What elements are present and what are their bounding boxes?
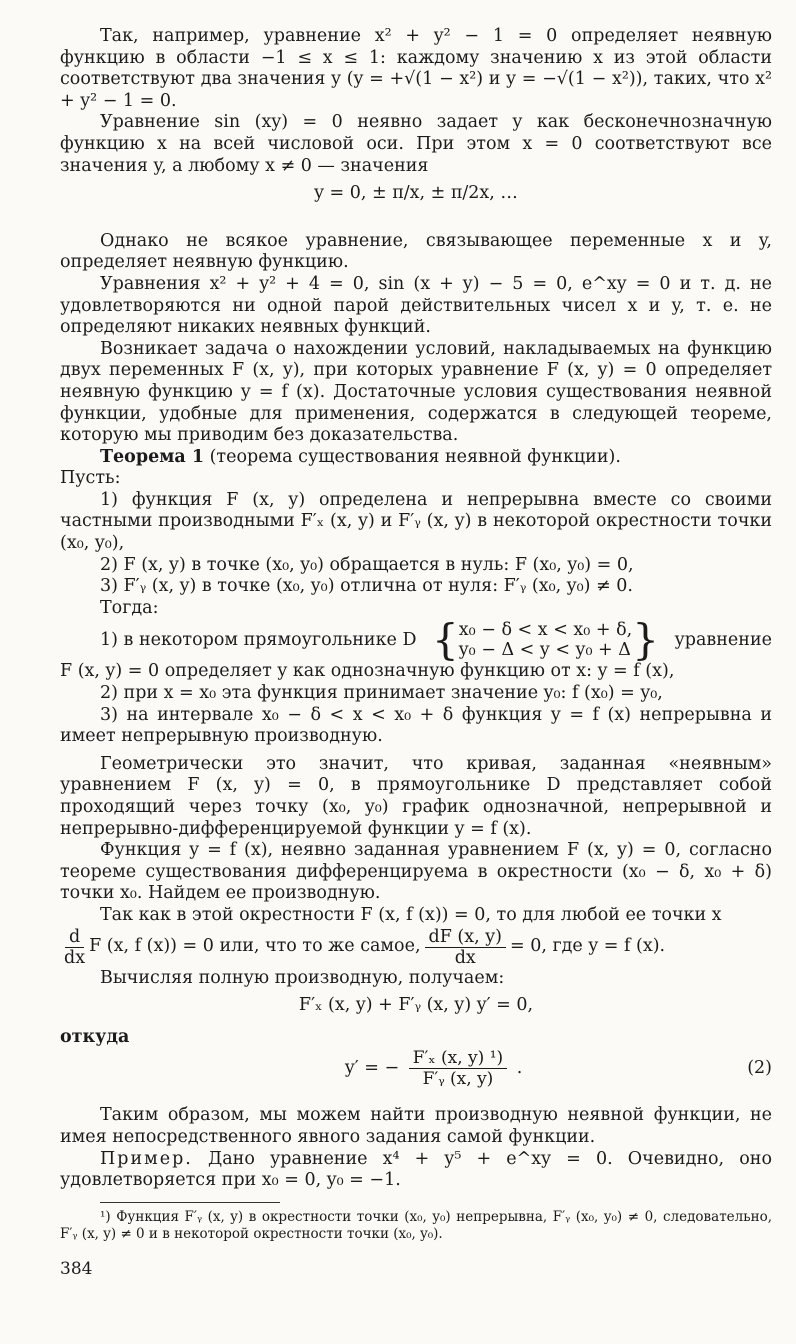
- system-line-y: y₀ − Δ < y < y₀ + Δ: [458, 640, 631, 661]
- paragraph-not-every-equation: Однако не всякое уравнение, связывающее переменные x и y, определяет неявную функцию.: [60, 230, 772, 273]
- result-1-continuation: F (x, y) = 0 определяет y как однозначную функцию от x: y = f (x),: [60, 661, 675, 682]
- paragraph-problem-statement: Возникает задача о нахождении условий, накладываемых на функцию двух переменных F (x, y), при которых уравнение F (x, y) = 0 определяет неявную функцию y = f (x). Достаточные условия существования неявной функции, удобные для применения, содержатся в следующей теореме, которую мы приводим без доказательства.: [60, 338, 772, 446]
- theorem-let: Пусть:: [60, 468, 121, 489]
- paragraph-sin-xy: Уравнение sin (xy) = 0 неявно задает y как бесконечнозначную функцию x на всей числовой оси. При этом x = 0 соответствуют все значения y, а любому x ≠ 0 — значения: [60, 112, 772, 176]
- result-3: 3) на интервале x₀ − δ < x < x₀ + δ функция y = f (x) непрерывна и имеет непрерывную производную.: [60, 704, 772, 747]
- right-brace: }: [632, 615, 659, 665]
- identity-tail: = 0, где y = f (x).: [509, 936, 666, 957]
- page-number: 384: [60, 1258, 93, 1279]
- paragraph-example: [60, 1149, 772, 1192]
- system-line-x: x₀ − δ < x < x₀ + δ,: [458, 620, 633, 641]
- condition-3: 3) F′ᵧ (x, y) в точке (x₀, y₀) отлична от нуля: F′ᵧ (x₀, y₀) ≠ 0.: [100, 576, 633, 597]
- result-1-suffix: уравнение: [674, 629, 772, 650]
- theorem-then: Тогда:: [100, 597, 159, 618]
- paragraph-geometric-meaning: Геометрически это значит, что кривая, заданная «неявным» уравнением F (x, y) = 0, в прямоугольнике D представляет собой проходящий через точку (x₀, y₀) график однозначной, непрерывной и непрерывно-дифференцируемой функции y = f (x).: [60, 753, 772, 839]
- formula-2: y′ = − $\frac{\text{F′ₓ (x, y) ¹)}}{\text{F′ᵧ (x, y)}}$ .: [344, 1048, 523, 1090]
- formula-sin-solutions: y = 0, ± π/x, ± π/2x, …: [314, 183, 518, 204]
- book-page: [60, 26, 772, 1280]
- result-2: 2) при x = x₀ эта функция принимает значение y₀: f (x₀) = y₀,: [100, 683, 663, 704]
- paragraph-no-solutions: Уравнения x² + y² + 4 = 0, sin (x + y) − 5 = 0, e^xy = 0 и т. д. не удовлетворяются ни одной парой действительных чисел x и y, т. е. не определяют никаких неявных функций.: [60, 273, 772, 338]
- theorem-subtitle: (теорема существования неявной функции).: [209, 446, 621, 467]
- theorem-heading: [60, 447, 772, 469]
- footnote-rule: [100, 1202, 280, 1203]
- paragraph-identity: Так как в этой окрестности F (x, f (x)) = 0, то для любой ее точки x: [100, 904, 722, 925]
- left-brace: {: [432, 615, 459, 665]
- theorem-title: Теорема 1: [100, 446, 205, 467]
- formula-2-lhs: y′ = −: [344, 1058, 400, 1079]
- result-1-row: [60, 615, 772, 665]
- formula-2-fraction: $\frac{\text{F′ₓ (x, y) ¹)}}{\text{F′ᵧ (x, y)}}$: [409, 1048, 507, 1089]
- equation-number: (2): [747, 1058, 772, 1079]
- paragraph-identity-cont: [60, 927, 772, 968]
- result-1-prefix: 1) в некотором прямоугольнике D: [100, 629, 417, 650]
- frac-d-dx: $\frac{d}{dx}$: [64, 926, 86, 968]
- identity-text: F (x, f (x)) = 0 или, что то же самое,: [89, 936, 421, 957]
- condition-2: 2) F (x, y) в точке (x₀, y₀) обращается в нуль: F (x₀, y₀) = 0,: [100, 554, 634, 575]
- paragraph-conclusion: Таким образом, мы можем найти производную неявной функции, не имея непосредственного явного задания самой функции.: [60, 1105, 772, 1147]
- rectangle-system: [432, 615, 659, 665]
- footnote: ¹) Функция F′ᵧ (x, y) в окрестности точки (x₀, y₀) непрерывна, F′ᵧ (x₀, y₀) ≠ 0, следовательно, F′ᵧ (x, y) ≠ 0 и в некоторой окрестности точки (x₀, y₀).: [60, 1208, 772, 1242]
- condition-1: 1) функция F (x, y) определена и непрерывна вместе со своими частными производными F′ₓ (x, y) и F′ᵧ (x, y) в некоторой окрестности точки (x₀, y₀),: [60, 489, 772, 554]
- word-whence: откуда: [60, 1026, 130, 1047]
- example-label: Пример.: [100, 1148, 193, 1169]
- paragraph-example-circle: Так, например, уравнение x² + y² − 1 = 0 определяет неявную функцию в области −1 ≤ x ≤ 1: каждому значению x из этой области соответствуют два значения y (y = +√(1 − x²) и y = −√(1 − x²)), таких, что x² + y² − 1 = 0.: [60, 26, 772, 111]
- paragraph-total-derivative: Вычисляя полную производную, получаем:: [100, 967, 505, 988]
- example-text: Дано уравнение x⁴ + y⁵ + e^xy = 0. Очевидно, оно удовлетворяется при x₀ = 0, y₀ = −1.: [60, 1148, 772, 1191]
- formula-2-row: [60, 1048, 772, 1089]
- frac-dF-dx: $\frac{dF (x, y)}{dx}$: [425, 927, 506, 968]
- formula-total-derivative: F′ₓ (x, y) + F′ᵧ (x, y) y′ = 0,: [298, 995, 534, 1016]
- paragraph-differentiability: Функция y = f (x), неявно заданная уравнением F (x, y) = 0, согласно теореме существования дифференцируема в окрестности (x₀ − δ, x₀ + δ) точки x₀. Найдем ее производную.: [60, 840, 772, 904]
